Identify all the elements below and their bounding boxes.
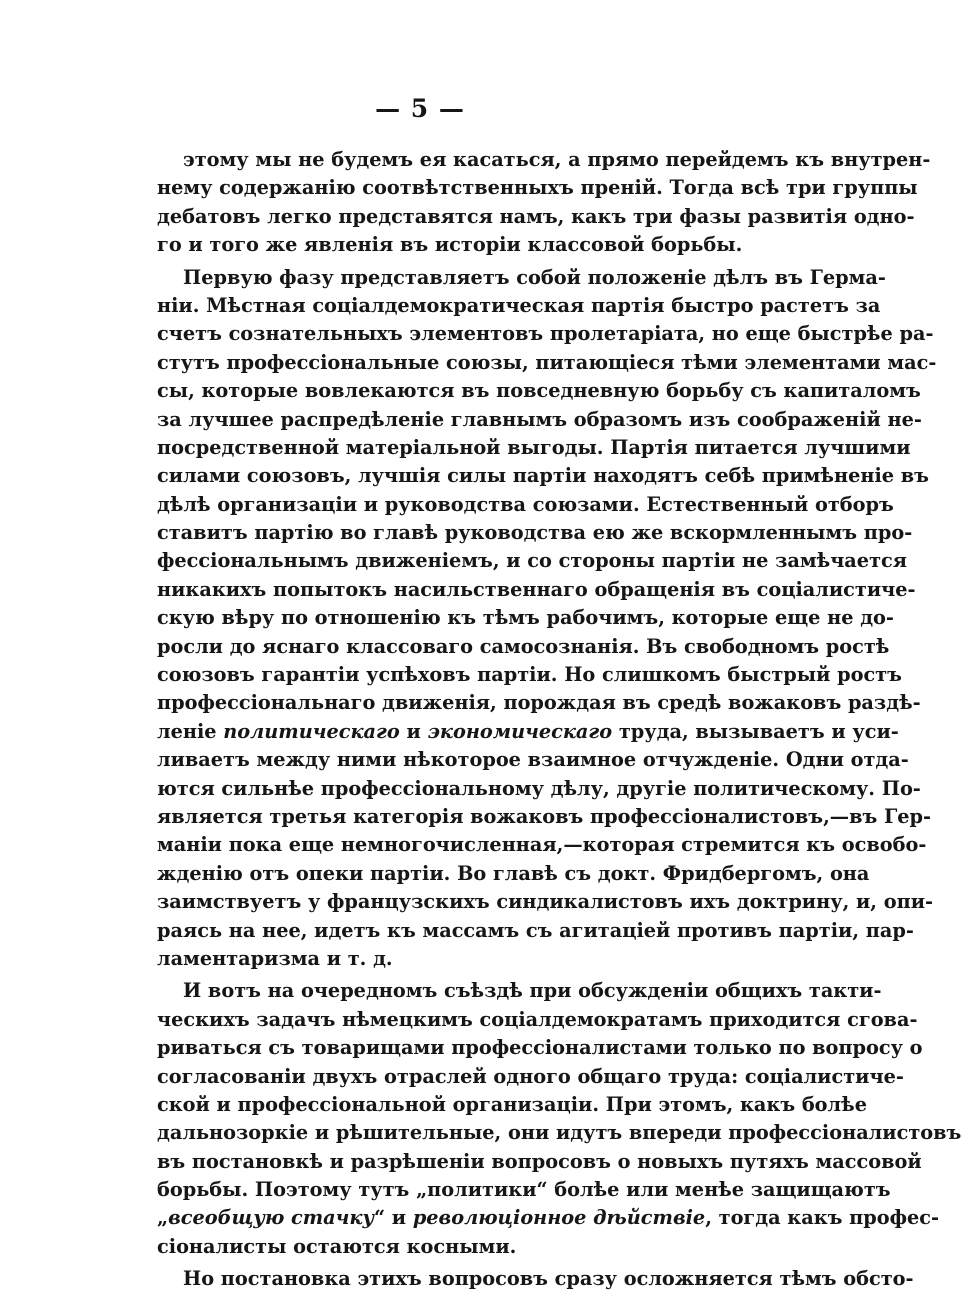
text-line: риваться съ товарищами профессіоналистами только по вопросу о [157,1036,923,1060]
text-line: ческихъ задачъ нѣмецкимъ соціалдемократамъ приходится сгова- [157,1007,918,1031]
text-line: ются сильнѣе профессіональному дѣлу, другіе политическому. По- [157,776,921,800]
text-line: раясь на нее, идетъ къ массамъ съ агитаціей противъ партіи, пар- [157,918,914,942]
text-line: профессіональнаго движенія, порождая въ средѣ вожаковъ раздѣ- [157,691,921,715]
text-line: сы, которые вовлекаются въ повседневную борьбу съ капиталомъ [157,379,921,403]
text-line: посредственной матеріальной выгоды. Партія питается лучшими [157,435,911,459]
paragraph [157,264,937,974]
text-line: сіоналисты остаются косными. [157,1234,517,1258]
text-line: заимствуетъ у французскихъ синдикалистовъ ихъ доктрину, и, опи- [157,890,933,914]
paragraph [157,1265,914,1293]
body-text [157,146,961,1294]
text-line: никакихъ попытокъ насильственнаго обращенія въ соціалистиче- [157,577,916,601]
emphasis-text: революціонное дѣйствіе [412,1206,706,1230]
text-line: счетъ сознательныхъ элементовъ пролетаріата, но еще быстрѣе ра- [157,322,934,346]
text-line: скую вѣру по отношенію къ тѣмъ рабочимъ, которые еще не до- [157,606,894,630]
text-line: жденію отъ опеки партіи. Во главѣ съ докт. Фридбергомъ, она [157,861,870,885]
text-line: росли до яснаго классоваго самосознанія. Въ свободномъ ростѣ [157,634,890,658]
text-line: является третья категорія вожаковъ профессіоналистовъ,—въ Гер- [157,804,932,828]
text-line: союзовъ гарантіи успѣховъ партіи. Но слишкомъ быстрый ростъ [157,663,902,687]
text-line: дѣлѣ организаціи и руководства союзами. Естественный отборъ [157,492,894,516]
text-line: дальнозоркіе и рѣшительные, они идутъ впереди профессіоналистовъ [157,1121,961,1145]
text-line: Но постановка этихъ вопросовъ сразу осложняется тѣмъ обсто- [183,1267,914,1291]
emphasis-text: всеобщую стачку [168,1206,374,1230]
text-line: за лучшее распредѣленіе главнымъ образомъ изъ соображеній не- [157,407,922,431]
page-number: — 5 — [375,94,465,123]
emphasis-text: политическаго [223,719,400,743]
paragraph [157,146,931,260]
text-line: ливаетъ между ними нѣкоторое взаимное отчужденіе. Одни отда- [157,748,909,772]
text-line: въ постановкѣ и разрѣшеніи вопросовъ о новыхъ путяхъ массовой [157,1149,922,1173]
text-line: дебатовъ легко представятся намъ, какъ три фазы развитія одно- [157,204,915,228]
text-line: ламентаризма и т. д. [157,946,393,970]
paragraph [157,977,961,1261]
text-line: силами союзовъ, лучшія силы партіи находятъ себѣ примѣненіе въ [157,464,929,488]
text-line: ставитъ партію во главѣ руководства ею же вскормленнымъ про- [157,521,913,545]
text-line: стутъ профессіональные союзы, питающіеся тѣми элементами мас- [157,350,937,374]
text-line: ской и профессіональной организаціи. При этомъ, какъ болѣе [157,1092,867,1116]
text-line: маніи пока еще немногочисленная,—которая стремится къ освобо- [157,833,927,857]
text-line: „всеобщую стачку“ и революціонное дѣйствіе, тогда какъ профес- [157,1206,940,1230]
text-line: И вотъ на очередномъ съѣздѣ при обсужденіи общихъ такти- [183,979,882,1003]
text-line: го и того же явленія въ исторіи классовой борьбы. [157,233,743,257]
emphasis-text: экономическаго [427,719,613,743]
text-line: леніе политическаго и экономическаго труда, вызываетъ и уси- [157,719,899,743]
text-line: борьбы. Поэтому тутъ „политики“ болѣе или менѣе защищаютъ [157,1178,891,1202]
text-line: согласованіи двухъ отраслей одного общаго труда: соціалистиче- [157,1064,904,1088]
text-line: ніи. Мѣстная соціалдемократическая партія быстро растетъ за [157,293,881,317]
text-line: Первую фазу представляетъ собой положеніе дѣлъ въ Герма- [183,265,886,289]
text-line: этому мы не будемъ ея касаться, а прямо перейдемъ къ внутрен- [183,148,931,171]
text-line: фессіональнымъ движеніемъ, и со стороны партіи не замѣчается [157,549,908,573]
text-line: нему содержанію соотвѣтственныхъ преній. Тогда всѣ три группы [157,176,918,200]
